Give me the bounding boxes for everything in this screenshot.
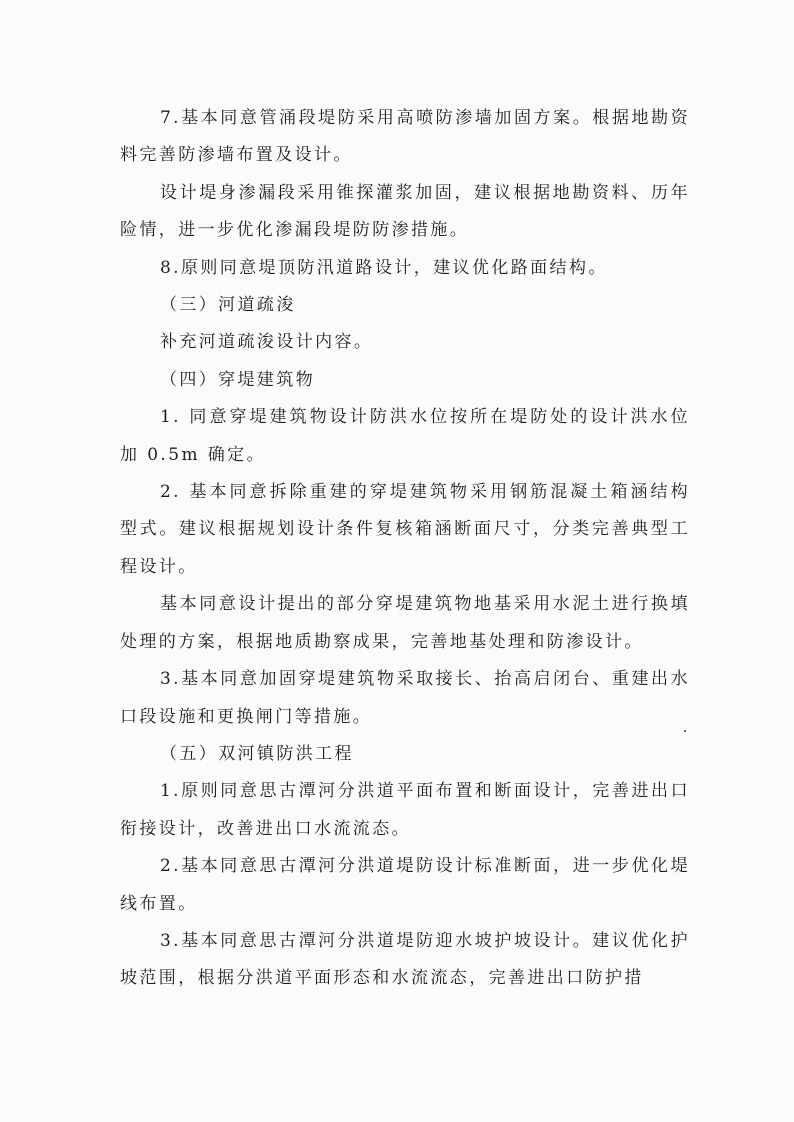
scan-speck [684,730,686,732]
paragraph-dredging: 补充河道疏浚设计内容。 [159,332,374,353]
section-heading-levee-structures: （四）穿堤建筑物 [159,369,316,390]
paragraph-shuanghe-2: 2.基本同意思古潭河分洪道堤防设计标准断面，进一步优化堤线布置。 [120,856,690,914]
paragraph-foundation: 基本同意设计提出的部分穿堤建筑物地基采用水泥土进行换填处理的方案，根据地质勘察成果，完善地基处理和防渗设计。 [120,594,690,652]
paragraph-8-flood-road: 8.原则同意堤顶防汛道路设计，建议优化路面结构。 [159,257,608,278]
paragraph-structures-1: 1. 同意穿堤建筑物设计防洪水位按所在堤防处的设计洪水位加 0.5m 确定。 [120,407,690,465]
paragraph-grouting: 设计堤身渗漏段采用锥探灌浆加固，建议根据地勘资料、历年险情，进一步优化渗漏段堤防防渗措施。 [120,182,690,241]
paragraph-structures-3: 3.基本同意加固穿堤建筑物采取接长、抬高启闭台、重建出水口段设施和更换闸门等措施。 [120,669,690,727]
section-heading-dredging: （三）河道疏浚 [159,295,296,316]
paragraph-shuanghe-3: 3.基本同意思古潭河分洪道堤防迎水坡护坡设计。建议优化护坡范围，根据分洪道平面形态和水流流态，完善进出口防护措 [120,930,690,989]
section-heading-shuanghe-town: （五）双河镇防洪工程 [159,743,354,764]
paragraph-structures-2: 2. 基本同意拆除重建的穿堤建筑物采用钢筋混凝土箱涵结构型式。建议根据规划设计条件复核箱涵断面尺寸，分类完善典型工程设计。 [120,482,690,577]
paragraph-7-seepage-wall: 7.基本同意管涌段堤防采用高喷防渗墙加固方案。根据地勘资料完善防渗墙布置及设计。 [120,108,690,166]
paragraph-shuanghe-1: 1.原则同意思古潭河分洪道平面布置和断面设计，完善进出口衔接设计，改善进出口水流流态。 [120,781,690,839]
document-body [120,100,690,998]
